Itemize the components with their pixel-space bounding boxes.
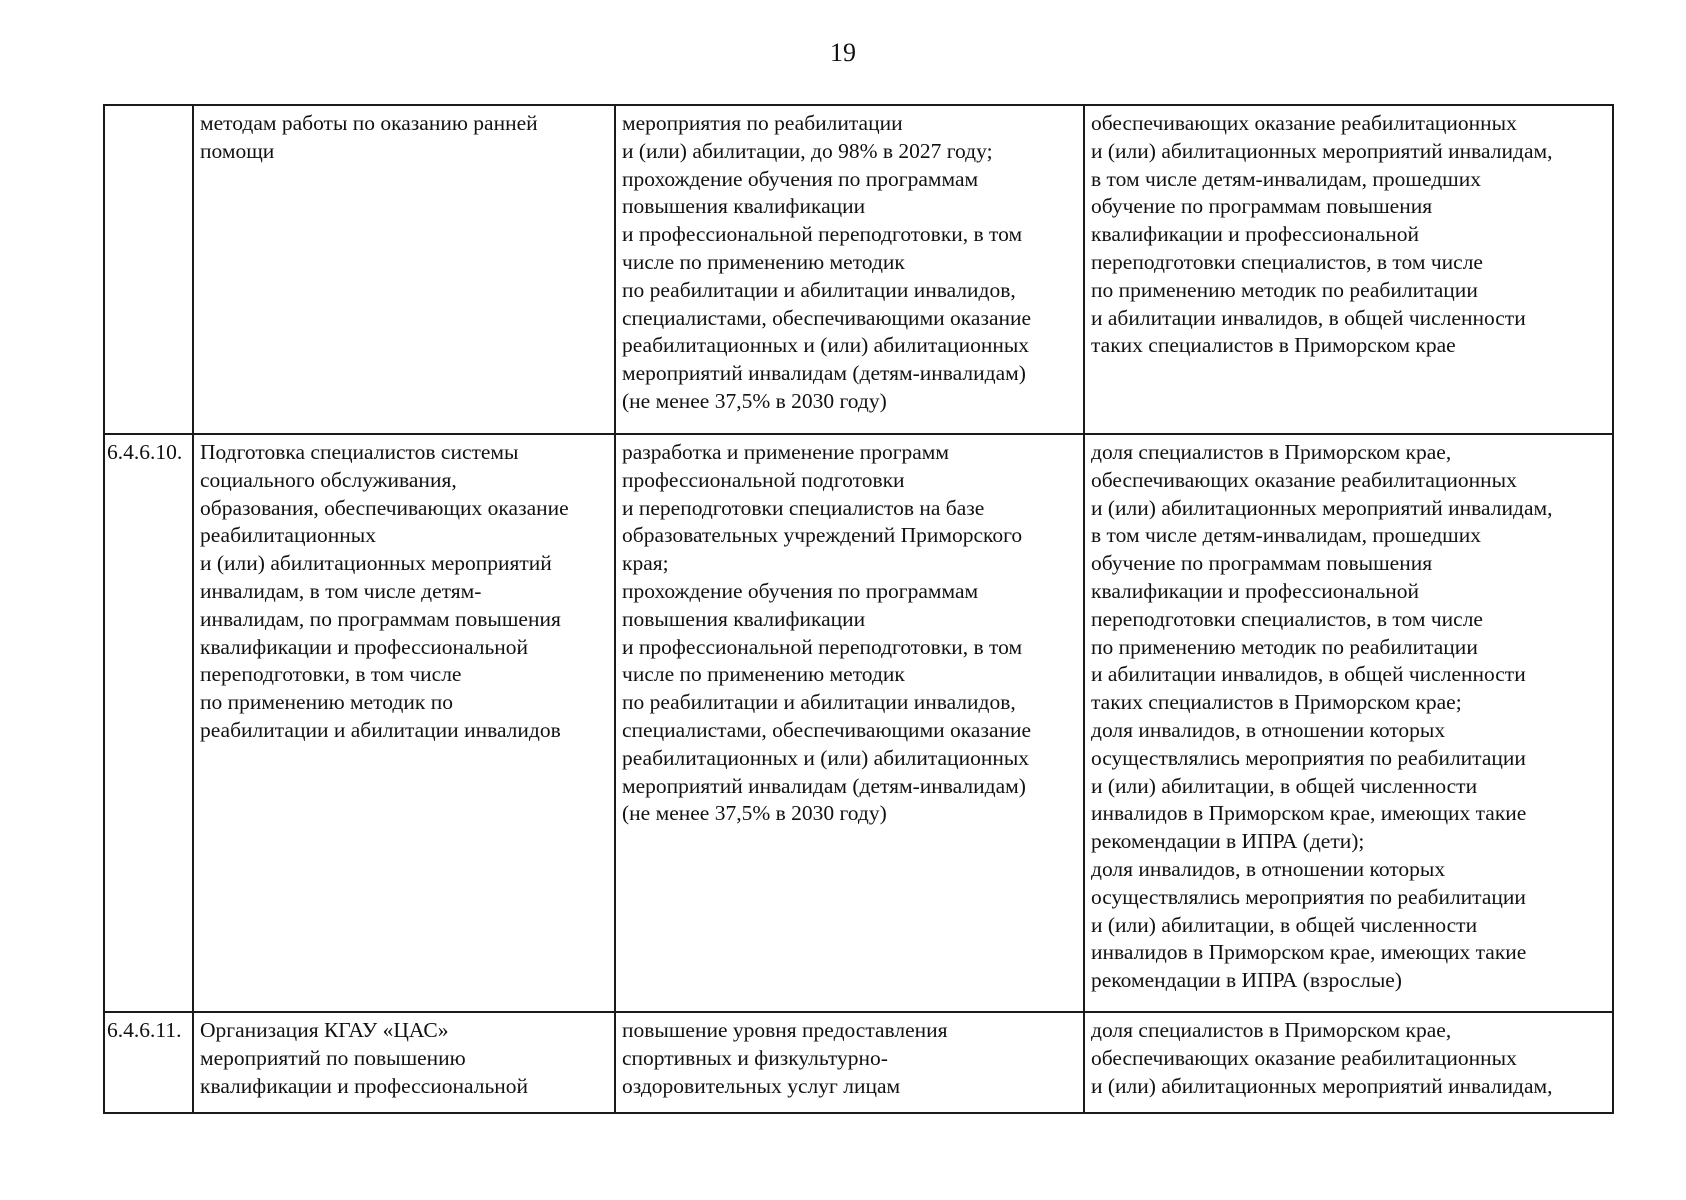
page-number: 19 xyxy=(830,38,856,67)
indicator-cell: доля специалистов в Приморском крае, обеспечивающих оказание реабилитационных и (или) абилитационных мероприятий инвалидам, xyxy=(1084,1012,1613,1113)
row-number-cell: 6.4.6.10. xyxy=(104,434,193,1012)
measure-cell: Подготовка специалистов системы социального обслуживания, образования, обеспечивающих оказание реабилитационных и (или) абилитационных мероприятий инвалидам, в том числе детям- инвалидам, по программам повышения квалификации и профессиональной переподготовки, в том числе по применению методик по реабилитации и абилитации инвалидов xyxy=(193,434,615,1012)
result-cell: мероприятия по реабилитации и (или) абилитации, до 98% в 2027 году; прохождение обучения по программам повышения квалификации и профессиональной переподготовки, в том числе по применению методик по реабилитации и абилитации инвалидов, специалистами, обеспечивающими оказание реабилитационных и (или) абилитационных мероприятий инвалидам (детям-инвалидам) (не менее 37,5% в 2030 году) xyxy=(615,105,1084,434)
row-number-cell: 6.4.6.11. xyxy=(104,1012,193,1113)
row-number-cell xyxy=(104,105,193,434)
result-cell: разработка и применение программ профессиональной подготовки и переподготовки специалистов на базе образовательных учреждений Приморского края; прохождение обучения по программам повышения квалификации и профессиональной переподготовки, в том числе по применению методик по реабилитации и абилитации инвалидов, специалистами, обеспечивающими оказание реабилитационных и (или) абилитационных мероприятий инвалидам (детям-инвалидам) (не менее 37,5% в 2030 году) xyxy=(615,434,1084,1012)
result-cell: повышение уровня предоставления спортивных и физкультурно- оздоровительных услуг лицам xyxy=(615,1012,1084,1113)
table-row xyxy=(104,1012,1613,1113)
table-row xyxy=(104,105,1613,434)
measure-cell: методам работы по оказанию ранней помощи xyxy=(193,105,615,434)
table-row xyxy=(104,434,1613,1012)
indicator-cell: обеспечивающих оказание реабилитационных и (или) абилитационных мероприятий инвалидам, в том числе детям-инвалидам, прошедших обучение по программам повышения квалификации и профессиональной переподготовки специалистов, в том числе по применению методик по реабилитации и абилитации инвалидов, в общей численности таких специалистов в Приморском крае xyxy=(1084,105,1613,434)
measure-cell: Организация КГАУ «ЦАС» мероприятий по повышению квалификации и профессиональной xyxy=(193,1012,615,1113)
indicator-cell: доля специалистов в Приморском крае, обеспечивающих оказание реабилитационных и (или) абилитационных мероприятий инвалидам, в том числе детям-инвалидам, прошедших обучение по программам повышения квалификации и профессиональной переподготовки специалистов, в том числе по применению методик по реабилитации и абилитации инвалидов, в общей численности таких специалистов в Приморском крае; доля инвалидов, в отношении которых осуществлялись мероприятия по реабилитации и (или) абилитации, в общей численности инвалидов в Приморском крае, имеющих такие рекомендации в ИПРА (дети); доля инвалидов, в отношении которых осуществлялись мероприятия по реабилитации и (или) абилитации, в общей численности инвалидов в Приморском крае, имеющих такие рекомендации в ИПРА (взрослые) xyxy=(1084,434,1613,1012)
measures-table xyxy=(103,104,1614,1114)
